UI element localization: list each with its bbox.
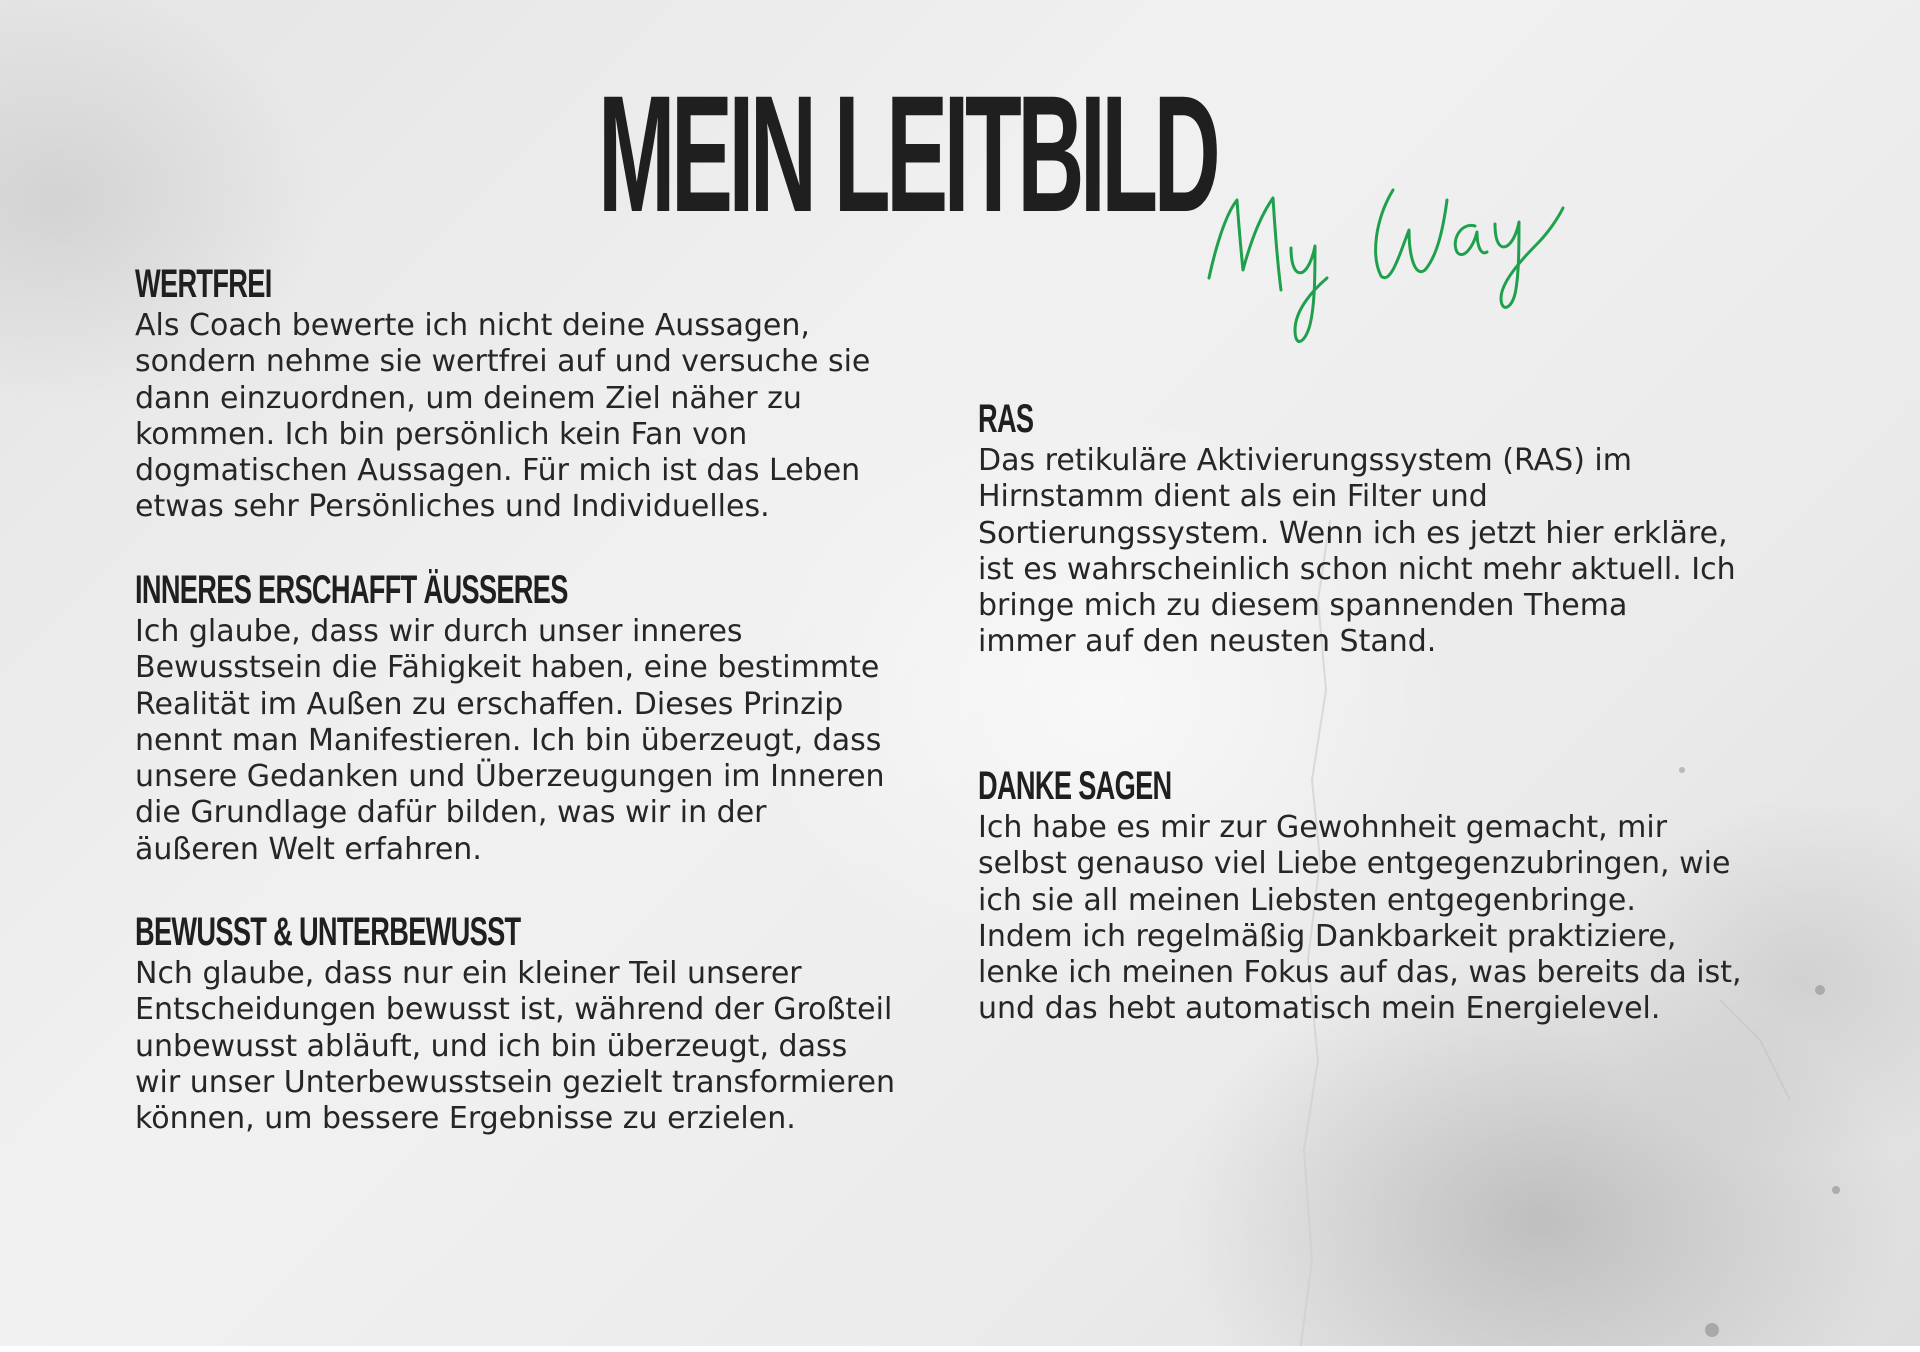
section-ras bbox=[978, 397, 1808, 661]
section-body-bewusst: Nch glaube, dass nur ein kleiner Teil unserer Entscheidungen bewusst ist, während der Großteil unbewusst abläuft, und ich bin überzeugt, dass wir unser Unterbewusstsein gezielt transformieren können, um bessere Ergebnisse zu erzielen. bbox=[135, 956, 895, 1137]
bottom-border bbox=[0, 1346, 1920, 1352]
section-body-inneres: Ich glaube, dass wir durch unser inneres Bewusstsein die Fähigkeit haben, eine bestimmte Realität im Außen zu erschaffen. Dieses Prinzip nennt man Manifestieren. Ich bin überzeugt, dass unsere Gedanken und Überzeugungen im Inneren die Grundlage dafür bilden, was wir in der äußeren Welt erfahren. bbox=[135, 614, 885, 867]
page-title: MEIN LEITBILD bbox=[598, 62, 1217, 247]
section-heading-ras: RAS bbox=[978, 397, 1034, 441]
section-body-danke: Ich habe es mir zur Gewohnheit gemacht, mir selbst genauso viel Liebe entgegenzubringen, wie ich sie all meinen Liebsten entgegenbringe. Indem ich regelmäßig Dankbarkeit praktiziere, lenke ich meinen Fokus auf das, was bereits da ist, und das hebt automatisch mein Energielevel. bbox=[978, 810, 1742, 1027]
section-heading-danke: DANKE SAGEN bbox=[978, 764, 1172, 808]
section-heading-inneres: INNERES ERSCHAFFT ÄUSSERES bbox=[135, 568, 568, 612]
section-body-ras: Das retikuläre Aktivierungssystem (RAS) im Hirnstamm dient als ein Filter und Sortierungssystem. Wenn ich es jetzt hier erkläre, ist es wahrscheinlich schon nicht mehr aktuell. Ich bringe mich zu diesem spannenden Thema immer auf den neusten Stand. bbox=[978, 443, 1736, 660]
section-heading-wertfrei: WERTFREI bbox=[135, 262, 272, 306]
section-inneres-erschafft-aeusseres bbox=[135, 568, 965, 868]
section-heading-bewusst: BEWUSST & UNTERBEWUSST bbox=[135, 910, 521, 954]
section-wertfrei bbox=[135, 262, 955, 526]
section-danke-sagen bbox=[978, 764, 1808, 1028]
my-way-signature bbox=[1195, 160, 1575, 360]
section-body-wertfrei: Als Coach bewerte ich nicht deine Aussagen, sondern nehme sie wertfrei auf und versuche sie dann einzuordnen, um deinem Ziel näher zu kommen. Ich bin persönlich kein Fan von dogmatischen Aussagen. Für mich ist das Leben etwas sehr Persönliches und Individuelles. bbox=[135, 308, 871, 525]
section-bewusst-unterbewusst bbox=[135, 910, 965, 1137]
